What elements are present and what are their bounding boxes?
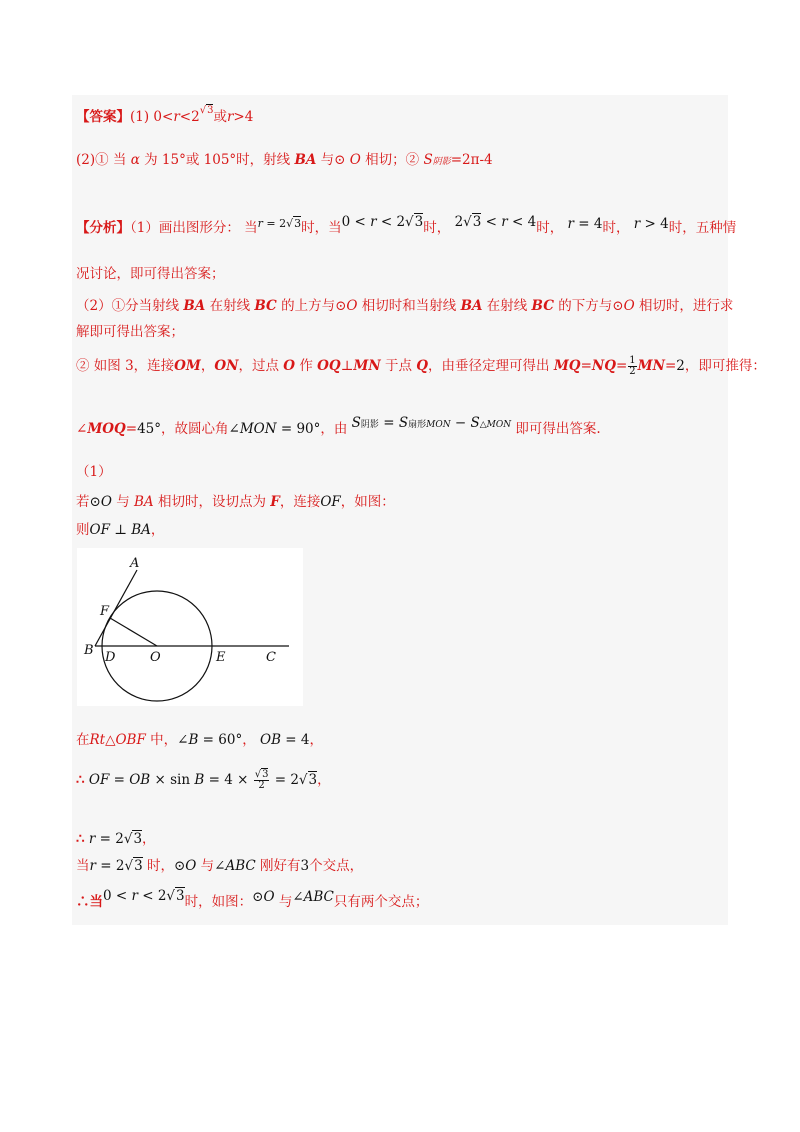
solution-line-4: ∴ OF = OB × sin B = 4 × $\frac{√3}{2}$ = 2√3， [76, 769, 331, 791]
analysis-line-2: 况讨论，即可得出答案； [76, 266, 225, 282]
answer-line-1: 【答案】(1) $0<r<2^{√3}$或r>4 [76, 105, 254, 125]
label-c: C [266, 650, 276, 665]
solution-line-7: ∴当0 < r < 2√3时，如图：⊙O 与∠ABC只有两个交点； [76, 888, 429, 910]
solution-line-5: ∴ r = 2√3， [76, 831, 156, 847]
label-a: A [130, 556, 140, 571]
circle-tangent-figure [77, 548, 303, 706]
label-f: F [100, 604, 110, 619]
label-e: E [216, 650, 226, 665]
label-o: O [150, 650, 161, 665]
solution-line-3: 在Rt△OBF 中，∠B = 60°， OB = 4， [76, 732, 323, 748]
analysis-line-6: ∠MOQ=45°，故圆心角∠MON = 90°，由 S阴影 = S扇形MON − S△MON 即可得出答案. [76, 415, 601, 437]
label-b: B [84, 643, 94, 658]
segment-of [110, 618, 157, 646]
label-d: D [105, 650, 116, 665]
solution-line-1: 若⊙O 与 BA 相切时，设切点为 F，连接OF，如图： [76, 494, 395, 510]
analysis-line-3: （2）①分当射线 BA 在射线 BC 的上方与⊙O 相切时和当射线 BA 在射线 BC 的下方与⊙O 相切时，进行求 [76, 298, 734, 314]
solution-part-1: （1） [76, 464, 112, 480]
solution-line-2: 则OF ⊥ BA， [76, 522, 165, 538]
analysis-line-1: 【分析】（1）画出图形分： 当$^{r = 2√3}$时，当0 < r < 2√3时， 2√3 < r < 4时， r = 4时， r > 4时，五种情 [76, 214, 737, 236]
analysis-line-4: 解即可得出答案； [76, 324, 184, 340]
solution-line-6: 当r = 2√3 时，⊙O 与∠ABC 刚好有3个交点， [76, 858, 364, 874]
answer-label: 【答案】 [76, 109, 130, 125]
analysis-line-5: ② 如图 3，连接OM，ON，过点 O 作 OQ⊥MN 于点 Q，由垂径定理可得出 MQ=NQ= $\frac{1}{2}$ MN=2，即可推得： [76, 355, 766, 377]
answer-line-2: (2)① 当 α 为 15°或 105°时，射线 BA 与⊙ O 相切；② S阴影=2π-4 [76, 152, 493, 168]
